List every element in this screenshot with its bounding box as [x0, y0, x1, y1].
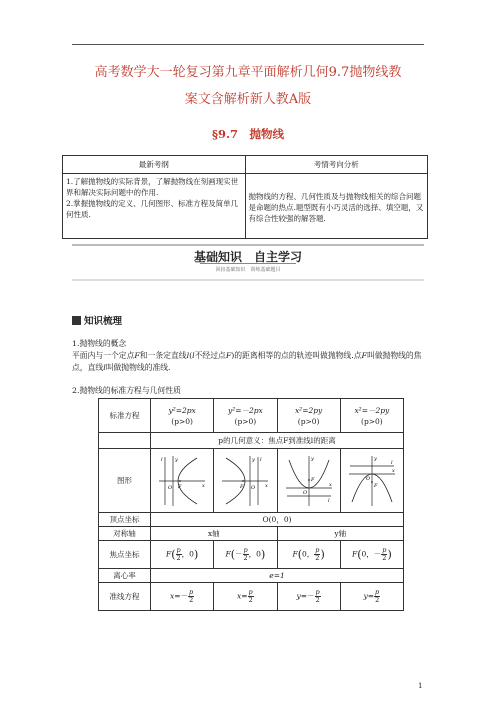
graph-up-opening	[277, 449, 340, 513]
x-axis-label: x	[328, 481, 332, 488]
row-label-standard-eq: 标准方程	[99, 399, 151, 433]
banner-bottom-rule	[72, 279, 424, 281]
row-label-directrix: 准线方程	[99, 583, 151, 611]
eccentricity-value: e=1	[151, 569, 404, 583]
doc-title-line1: 高考数学大一轮复习第九章平面解析几何9.7抛物线教	[94, 65, 402, 80]
outline-col2-body: 抛物线的方程、几何性质及与抛物线相关的综合问题是命题的热点.题型既有小巧灵活的选择、填空题，又有综合性较强的解答题.	[245, 174, 428, 239]
item1-title: 1.抛物线的概念	[72, 339, 127, 348]
item1-body: 平面内与一个定点F和一条定直线l(l不经过点F)的距离相等的点的轨迹叫做抛物线.点F叫做抛物线的焦点，直线l叫做抛物线的准线.	[72, 351, 422, 372]
heading-marker-icon	[72, 316, 81, 325]
graph-down-opening	[340, 449, 403, 513]
focus-value-2: F(－ $\frac{p}{2}$ ，0)	[214, 541, 277, 569]
origin-label: O	[168, 484, 173, 491]
std-eq-1: y²=2px (p>0)	[151, 399, 214, 433]
std-eq-3: x²=2py (p>0)	[277, 399, 340, 433]
focus-value-3: F(0， $\frac{p}{2}$ )	[277, 541, 340, 569]
origin-label: O	[302, 489, 307, 496]
p-meaning: p的几何意义：焦点F到准线l的距离	[151, 433, 404, 449]
directrix-label: l	[260, 456, 262, 463]
focus-label: F	[178, 483, 182, 490]
row-label-axis: 对称轴	[99, 527, 151, 541]
x-axis-label: x	[391, 467, 395, 474]
directrix-label: l	[161, 456, 163, 463]
banner-subtitle: 回扣基础知识 训练基础题目	[215, 267, 281, 273]
directrix-value-2: x= $\frac{p}{2}$	[214, 583, 277, 611]
y-axis-label: y	[175, 456, 178, 463]
banner-underline	[200, 263, 296, 264]
section-title: §9.7 抛物线	[211, 127, 285, 141]
directrix-value-1: x=－ $\frac{p}{2}$	[151, 583, 214, 611]
graph-right-opening	[151, 449, 214, 513]
outline-col2-header: 考情考向分析	[245, 156, 428, 174]
origin-label: O	[365, 475, 370, 482]
banner-title: 基础知识 自主学习	[193, 250, 302, 264]
row-label-vertex: 顶点坐标	[99, 513, 151, 527]
y-axis-label: y	[252, 456, 256, 463]
origin-label: O	[251, 484, 256, 491]
knowledge-heading	[72, 313, 122, 327]
parabola-left-graph	[220, 454, 270, 508]
banner-top-rule	[72, 244, 424, 246]
axis-x-value: x轴	[151, 527, 278, 541]
page-number: 1	[418, 682, 423, 690]
focus-label: F	[240, 483, 244, 490]
y-axis-label: y	[373, 455, 377, 462]
directrix-label: l	[390, 459, 393, 466]
row-label-focus: 焦点坐标	[99, 541, 151, 569]
std-eq-2: y²=－2px (p>0)	[214, 399, 277, 433]
parabola-right-graph	[157, 454, 207, 508]
focus-label: F	[373, 482, 378, 489]
x-axis-label: x	[265, 482, 269, 489]
y-axis-label: y	[310, 455, 314, 462]
row-label-eccentricity: 离心率	[99, 569, 151, 583]
focus-value-4: F(0，－ $\frac{p}{2}$ )	[340, 541, 403, 569]
graph-left-opening	[214, 449, 277, 513]
x-axis-label: x	[202, 482, 205, 489]
item2-title: 2.抛物线的标准方程与几何性质	[72, 386, 181, 395]
directrix-value-4: y= $\frac{p}{2}$	[340, 583, 403, 611]
directrix-value-3: y=－ $\frac{p}{2}$	[277, 583, 340, 611]
axis-y-value: y轴	[277, 527, 404, 541]
outline-col1-body: 1.了解抛物线的实际背景，了解抛物线在刻画现实世界和解决实际问题中的作用. 2.掌握抛物线的定义、几何图形、标准方程及简单几何性质.	[63, 174, 246, 239]
outline-col1-header: 最新考纲	[63, 156, 246, 174]
doc-title-line2: 案文含解析新人教A版	[184, 92, 312, 107]
focus-value-1: F( $\frac{p}{2}$ ，0)	[151, 541, 214, 569]
focus-label: F	[310, 476, 315, 483]
parabola-down-graph	[347, 454, 397, 508]
vertex-value: O(0，0)	[151, 513, 404, 527]
knowledge-heading-text: 知识梳理	[84, 316, 123, 327]
row-label-graph: 图形	[99, 449, 151, 513]
properties-table	[98, 398, 404, 611]
outline-table	[62, 155, 428, 239]
directrix-label: l	[327, 497, 330, 504]
std-eq-4: x²=－2py (p>0)	[340, 399, 403, 433]
parabola-up-graph	[284, 454, 334, 508]
header-rule	[72, 44, 424, 45]
